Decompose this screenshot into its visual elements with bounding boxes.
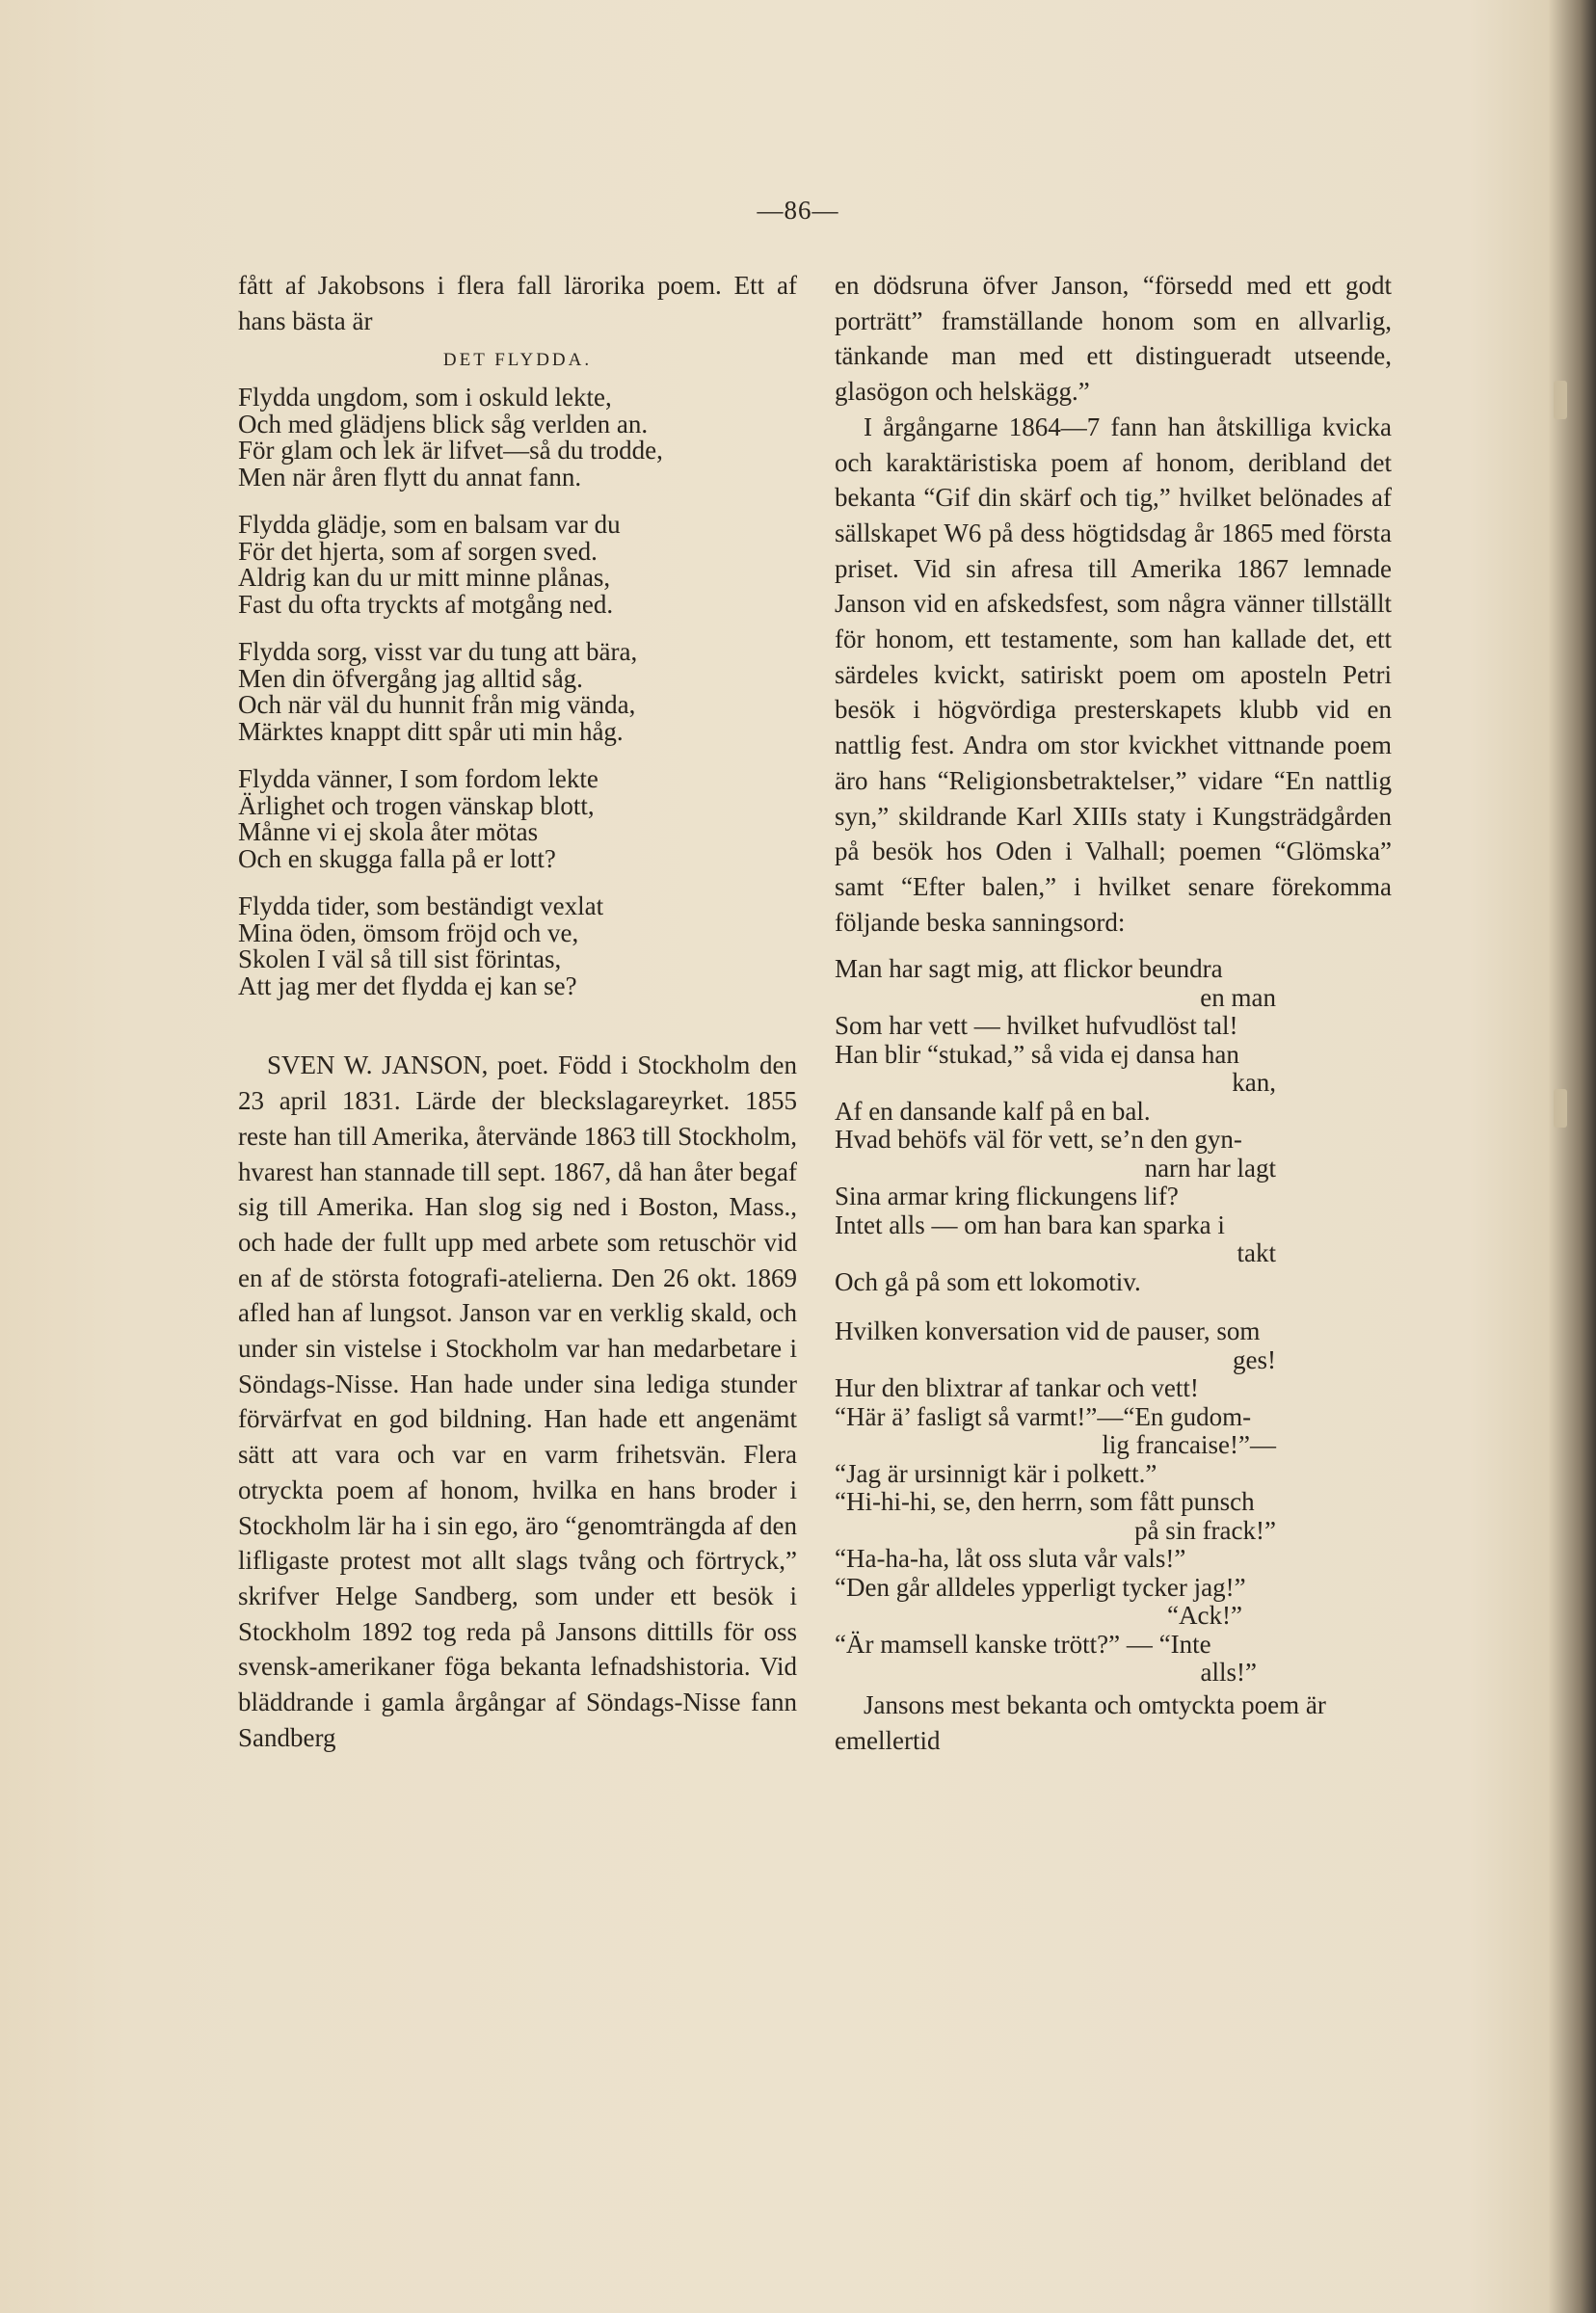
poem-line: Flydda glädje, som en balsam var du (238, 510, 621, 540)
page-edge-tab (1554, 381, 1567, 419)
poem-stanza (238, 639, 797, 745)
poem-line: Ärlighet och trogen vänskap blott, (238, 790, 595, 820)
poem-line: Men när åren flytt du annat fann. (238, 462, 582, 492)
verse-line: “Ack!” (1167, 1601, 1242, 1631)
verse-line: en man (1200, 982, 1276, 1012)
poem-line: Och med glädjens blick såg verlden an. (238, 409, 649, 439)
poem-line: Flydda sorg, visst var du tung att bära, (238, 637, 638, 667)
poem-line: Flydda vänner, I som fordom lekte (238, 764, 598, 794)
poem-line: Skolen I väl så till sist förintas, (238, 944, 562, 974)
verse-line: ges! (1233, 1344, 1276, 1374)
poem-line: För glam och lek är lifvet—så du trodde, (238, 436, 663, 465)
page-number: —86— (757, 196, 839, 225)
poem-line: Att jag mer det flydda ej kan se? (238, 970, 577, 1000)
poem-line: Aldrig kan du ur mitt minne plånas, (238, 563, 611, 593)
verse-line: alls!” (1200, 1658, 1257, 1688)
verse-line: “Är mamsell kanske trött?” — “Inte (835, 1629, 1211, 1659)
verse-line: kan, (1232, 1068, 1276, 1098)
poem-stanza (238, 766, 797, 872)
poem-line: För det hjerta, som af sorgen sved. (238, 536, 598, 566)
poem-stanza (238, 512, 797, 618)
right-column (835, 268, 1392, 1758)
left-column (238, 268, 797, 1755)
verse-line: takt (1237, 1238, 1276, 1268)
verse-line: Intet alls — om han bara kan sparka i (835, 1210, 1225, 1239)
poem-line: Och när väl du hunnit från mig vända, (238, 690, 636, 720)
verse-line: Som har vett — hvilket hufvudlöst tal! (835, 1011, 1238, 1041)
verse-line: “Jag är ursinnigt kär i polkett.” (835, 1458, 1157, 1488)
verse-line: “Ha-ha-ha, låt oss sluta vår vals!” (835, 1544, 1186, 1574)
verse-line: Man har sagt mig, att flickor beundra (835, 954, 1223, 984)
poem-line: Månne vi ej skola åter mötas (238, 817, 539, 847)
verse-line: lig francaise!”— (1102, 1430, 1276, 1460)
biography-paragraph: SVEN W. JANSON, poet. Född i Stockholm den 23 april 1831. Lärde der bleckslagareyrket. 1855 reste han till Amerika, återvände 1863 till Stockholm, hvarest han stannade till sept. 1867, då han åter begaf sig till Amerika. Han slog sig ned i Boston, Mass., och hade der fullt upp med arbete som retuschör vid en af de största fotografi-atelierna. Den 26 okt. 1869 afled han af lungsot. Janson var en verklig skald, och under sin vistelse i Stockholm var han medarbetare i Söndags-Nisse. Han hade under sina lediga stunder förvärfvat en god bildning. Han hade ett angenämt sätt att vara och var en varm frihetsvän. Flera otryckta poem af honom, hvilka en hans broder i Stockholm lär ha i sin ego, äro “genomträngda af den lifligaste protest mot allt slags tvång och förtryck,” skrifver Helge Sandberg, som under ett besök i Stockholm 1892 tog reda på Jansons dittills för oss svensk-amerikaner föga bekanta lefnadshistoria. Vid bläddrande i gamla årgångar af Söndags-Nisse fann Sandberg (238, 1050, 797, 1752)
poem-line: Flydda tider, som beständigt vexlat (238, 891, 604, 921)
verse-line: på sin frack!” (1134, 1515, 1276, 1545)
verse-line: Af en dansande kalf på en bal. (835, 1096, 1151, 1126)
poem-line: Men din öfvergång jag alltid såg. (238, 663, 583, 693)
poem-title: DET FLYDDA. (442, 350, 593, 371)
verse-line: Och gå på som ett lokomotiv. (835, 1266, 1141, 1296)
verse-stanza (835, 955, 1392, 1688)
works-paragraph: I årgångarne 1864—7 fann han åtskilliga kvicka och karaktäristiska poem af honom, deribland det bekanta “Gif din skärf och tig,” hvilket belönades af sällskapet W6 på dess högtidsdag år 1865 med första priset. Vid sin afresa till Amerika 1867 lemnade Janson vid en afskedsfest, som några vänner tillställt för honom, ett testamente, som han kallade det, ett särdeles kvickt, satiriskt poem om aposteln Petri besök i högvördiga presterskapets klubb vid en nattlig fest. Andra om stor kvickhet vittnande poem äro hans “Religionsbetraktelser,” vidare “En nattlig syn,” skildrande Karl XIIIs staty i Kungsträdgården på besök hos Oden i Valhall; poemen “Glömska” samt “Efter balen,” i hvilket senare förekomma följande beska sanningsord: (835, 412, 1392, 937)
poem-stanza (238, 893, 797, 999)
obituary-paragraph: en dödsruna öfver Janson, “försedd med ett godt porträtt” framställande honom som en allvarlig, tänkande man med ett distingueradt utseende, glasögon och helskägg.” (835, 271, 1392, 407)
poem-line: Märktes knappt ditt spår uti min håg. (238, 716, 624, 746)
poem-line: Mina öden, ömsom fröjd och ve, (238, 917, 579, 947)
poem-stanza (238, 385, 797, 491)
verse-line: Hvad behöfs väl för vett, se’n den gyn- (835, 1125, 1242, 1155)
verse-line: Han blir “stukad,” så vida ej dansa han (835, 1039, 1239, 1069)
verse-line: Sina armar kring flickungens lif? (835, 1182, 1179, 1211)
intro-paragraph: fått af Jakobsons i flera fall lärorika poem. Ett af hans bästa är (238, 271, 797, 335)
verse-line: narn har lagt (1144, 1153, 1276, 1183)
poem-line: Flydda ungdom, som i oskuld lekte, (238, 383, 612, 412)
verse-line: “Hi-hi-hi, se, den herrn, som fått punsch (835, 1487, 1255, 1517)
poem-line: Och en skugga falla på er lott? (238, 843, 556, 873)
verse-line: “Här ä’ fasligt så varmt!”—“En gudom- (835, 1401, 1252, 1431)
poem-line: Fast du ofta tryckts af motgång ned. (238, 589, 614, 619)
verse-line: Hvilken konversation vid de pauser, som (835, 1316, 1261, 1346)
verse-line: Hur den blixtrar af tankar och vett! (835, 1373, 1199, 1403)
closing-paragraph: Jansons mest bekanta och omtyckta poem är emellertid (835, 1689, 1326, 1755)
page-edge-tab (1554, 1089, 1567, 1128)
verse-line: “Den går alldeles ypperligt tycker jag!” (835, 1572, 1246, 1602)
